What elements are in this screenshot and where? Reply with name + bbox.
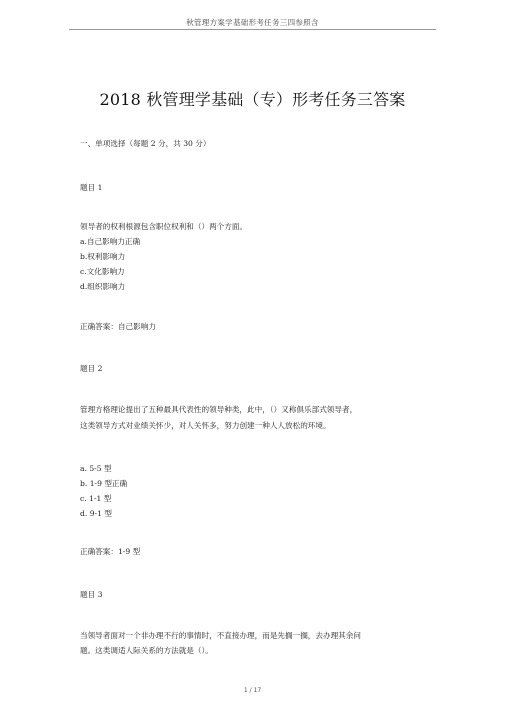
question-3-label: 题目 3 xyxy=(80,590,103,599)
header-divider xyxy=(69,29,436,30)
question-2-option-a: a. 5-5 型 xyxy=(80,464,112,473)
question-1-option-c: c.文化影响力 xyxy=(80,267,125,276)
question-1-option-d: d.组织影响力 xyxy=(80,282,126,291)
question-2-stem-line-1: 管理方格理论提出了五种最具代表性的领导种类，此中，（）又称俱乐部式领导者， xyxy=(80,405,358,414)
question-1-answer: 正确答案：自己影响力 xyxy=(80,322,156,331)
section-heading: 一、单项选择（每题 2 分，共 30 分） xyxy=(80,139,211,148)
question-1-stem: 领导者的权利根源包含职位权利和（）两个方面。 xyxy=(80,222,248,231)
question-2-option-b: b. 1-9 型正确 xyxy=(80,479,128,488)
running-header: 秋管理方案学基础形考任务三四参照含 xyxy=(186,18,319,27)
question-2-stem-line-2: 这类领导方式对业绩关怀少，对人关怀多，努力创建一种人人放松的环境。 xyxy=(80,421,331,430)
question-1-option-b: b.权利影响力 xyxy=(80,252,126,261)
question-1-label: 题目 1 xyxy=(80,183,103,192)
question-2-label: 题目 2 xyxy=(80,364,103,373)
question-3-stem-line-2: 题。这类调适人际关系的方法就是（）。 xyxy=(80,646,213,655)
document-title: 2018 秋管理学基础（专）形考任务三答案 xyxy=(99,90,406,109)
question-2-option-c: c. 1-1 型 xyxy=(80,494,112,503)
page-number: 1 / 17 xyxy=(243,687,262,694)
question-2-answer: 正确答案：1-9 型 xyxy=(80,547,141,556)
question-3-stem-line-1: 当领导者面对一个非办理不行的事情时，不直接办理，而是先搁一搁，去办理其余问 xyxy=(80,631,361,640)
question-1-option-a: a.自己影响力正确 xyxy=(80,237,141,246)
question-2-option-d: d. 9-1 型 xyxy=(80,509,112,518)
